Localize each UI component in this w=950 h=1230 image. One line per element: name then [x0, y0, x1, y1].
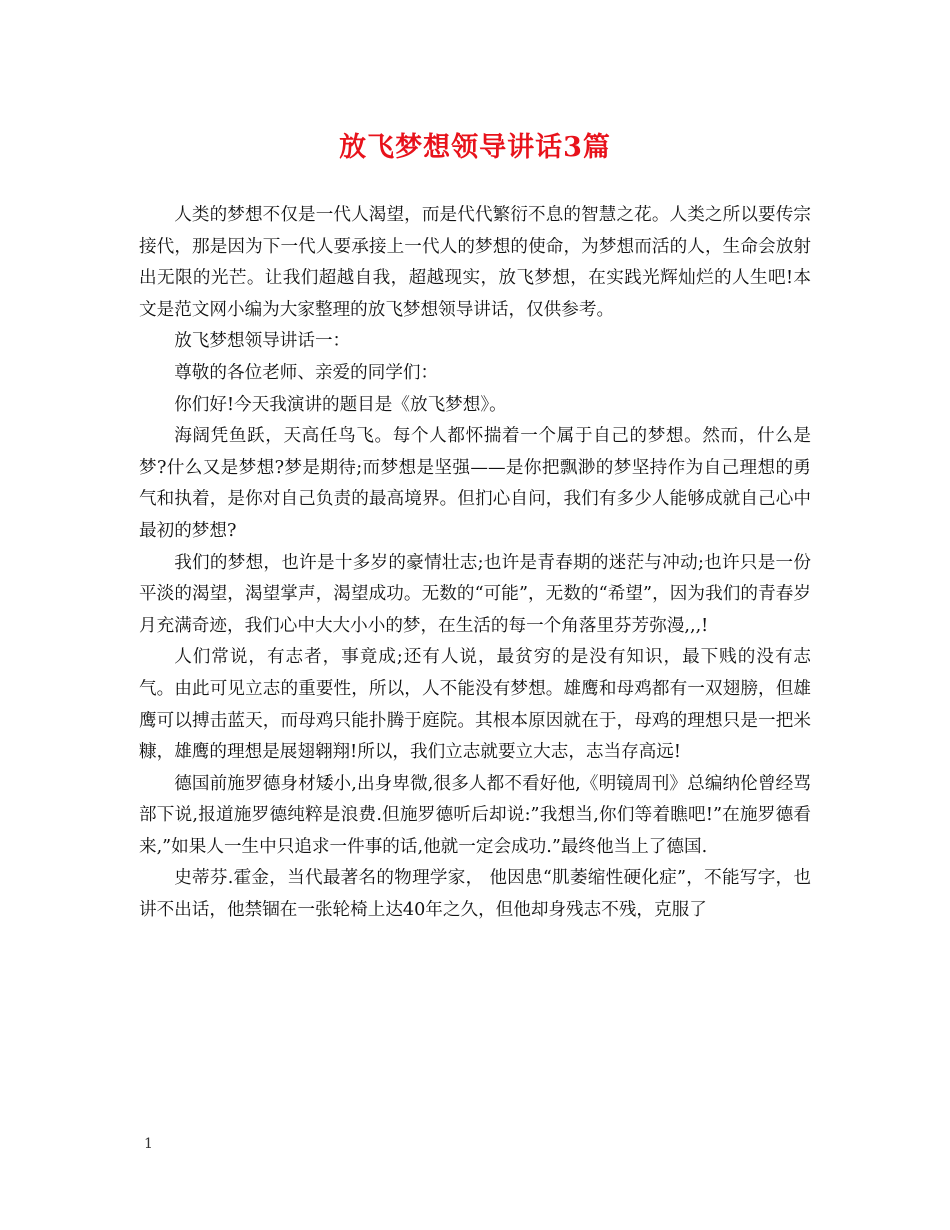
document-body	[139, 200, 811, 927]
paragraph-schroeder: 德国前施罗德身材矮小,出身卑微,很多人都不看好他,《明镜周刊》总编纳伦曾经骂部下说,报道施罗德纯粹是浪费.但施罗德听后却说:”我想当,你们等着瞧吧!”在施罗德看来,”如果人一生中只追求一件事的话,他就一定会成功.”最终他当上了德国.	[139, 773, 811, 857]
paragraph-intro: 人类的梦想不仅是一代人渴望，而是代代繁衍不息的智慧之花。人类之所以要传宗接代，那是因为下一代人要承接上一代人的梦想的使命，为梦想而活的人，生命会放射出无限的光芒。让我们超越自我，超越现实，放飞梦想，在实践光辉灿烂的人生吧!本文是范文网小编为大家整理的放飞梦想领导讲话，仅供参考。	[139, 205, 811, 320]
page-number: 1	[144, 1136, 153, 1152]
paragraph-hawking: 史蒂芬.霍金，当代最著名的物理学家， 他因患“肌萎缩性硬化症”，不能写字，也讲不出话，他禁锢在一张轮椅上达40年之久，但他却身残志不残，克服了	[139, 868, 811, 921]
paragraph-greeting: 你们好!今天我演讲的题目是《放飞梦想》。	[174, 394, 507, 415]
paragraph-speech-heading: 放飞梦想领导讲话一：	[174, 331, 351, 352]
paragraph-salutation: 尊敬的各位老师、亲爱的同学们：	[174, 362, 439, 383]
paragraph-youth-dreams: 我们的梦想，也许是十多岁的豪情壮志;也许是青春期的迷茫与冲动;也许只是一份平淡的渴望，渴望掌声，渴望成功。无数的“可能”，无数的“希望”，因为我们的青春岁月充满奇迹，我们心中大大小小的梦，在生活的每一个角落里芬芳弥漫,,,!	[139, 552, 811, 636]
document-title: 放飞梦想领导讲话3篇	[339, 132, 611, 163]
paragraph-ambition: 人们常说，有志者，事竟成;还有人说，最贫穷的是没有知识，最下贱的没有志气。由此可见立志的重要性，所以，人不能没有梦想。雄鹰和母鸡都有一双翅膀，但雄鹰可以搏击蓝天，而母鸡只能扑腾于庭院。其根本原因就在于，母鸡的理想只是一把米糠，雄鹰的理想是展翅翱翔!所以，我们立志就要立大志，志当存高远!	[139, 647, 811, 763]
paragraph-dream-definition: 海阔凭鱼跃，天高任鸟飞。每个人都怀揣着一个属于自己的梦想。然而，什么是梦?什么又是梦想?梦是期待;而梦想是坚强——是你把飘渺的梦坚持作为自己理想的勇气和执着，是你对自己负责的最高境界。但扪心自问，我们有多少人能够成就自己心中最初的梦想?	[139, 426, 811, 541]
